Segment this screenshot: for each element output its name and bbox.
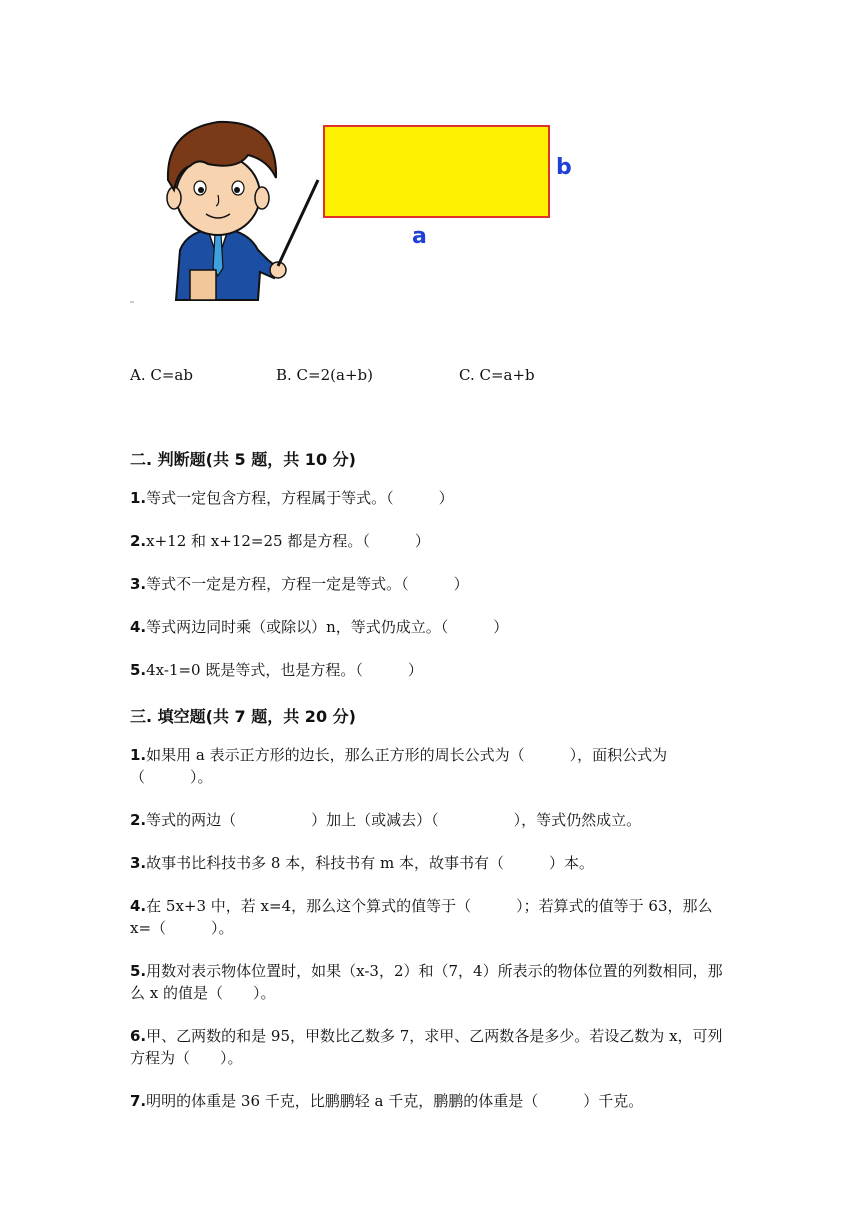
section-title-fill-blank: 三. 填空题(共 7 题，共 20 分) xyxy=(130,707,356,726)
teacher-cartoon-illustration xyxy=(128,100,588,310)
question-number: 4. xyxy=(130,618,147,636)
fill-blank-question xyxy=(130,852,730,874)
question-text: 等式不一定是方程，方程一定是等式。（ ） xyxy=(146,575,469,593)
yellow-rectangle xyxy=(324,126,549,217)
question-text: 等式两边同时乘（或除以）n，等式仍成立。（ ） xyxy=(146,618,509,636)
question-text: 4x-1=0 既是等式，也是方程。（ ） xyxy=(146,661,423,679)
option-c: C. C=a+b xyxy=(459,366,535,384)
fill-blank-question xyxy=(130,809,730,831)
judgment-question xyxy=(130,487,730,509)
fill-blank-question xyxy=(130,744,730,788)
side-label-a: a xyxy=(412,224,427,249)
section-title-judgment: 二. 判断题(共 5 题，共 10 分) xyxy=(130,450,356,469)
question-number: 1. xyxy=(130,746,147,764)
question-number: 3. xyxy=(130,575,147,593)
question-number: 5. xyxy=(130,661,147,679)
question-number: 1. xyxy=(130,489,147,507)
question-number: 4. xyxy=(130,897,147,915)
rectangle-figure xyxy=(128,100,588,310)
judgment-question xyxy=(130,616,730,638)
fill-blank-question xyxy=(130,1090,730,1112)
fill-blank-question xyxy=(130,1025,730,1069)
question-text: 故事书比科技书多 8 本，科技书有 m 本，故事书有（ ）本。 xyxy=(146,854,594,872)
question-text: 如果用 a 表示正方形的边长，那么正方形的周长公式为（ ），面积公式为（ ）。 xyxy=(130,746,668,786)
question-text: 明明的体重是 36 千克，比鹏鹏轻 a 千克，鹏鹏的体重是（ ）千克。 xyxy=(146,1092,644,1110)
judgment-question xyxy=(130,659,730,681)
question-number: 2. xyxy=(130,811,147,829)
question-number: 3. xyxy=(130,854,147,872)
question-number: 2. xyxy=(130,532,147,550)
option-a: A. C=ab xyxy=(130,366,193,384)
question-text: 甲、乙两数的和是 95，甲数比乙数多 7，求甲、乙两数各是多少。若设乙数为 x，可列方程为（ ）。 xyxy=(130,1027,723,1067)
judgment-question xyxy=(130,573,730,595)
question-text: x+12 和 x+12=25 都是方程。（ ） xyxy=(146,532,430,550)
question-text: 用数对表示物体位置时，如果（x-3，2）和（7，4）所表示的物体位置的列数相同，那么 x 的值是（ ）。 xyxy=(130,962,723,1002)
side-label-b: b xyxy=(556,155,572,180)
question-text: 等式的两边（ ）加上（或减去）（ ），等式仍然成立。 xyxy=(146,811,642,829)
question-number: 5. xyxy=(130,962,147,980)
question-number: 6. xyxy=(130,1027,147,1045)
question-number: 7. xyxy=(130,1092,147,1110)
question-text: 等式一定包含方程，方程属于等式。（ ） xyxy=(146,489,454,507)
option-b: B. C=2(a+b) xyxy=(276,366,373,384)
question-text: 在 5x+3 中，若 x=4，那么这个算式的值等于（ ）；若算式的值等于 63，那么 x=（ ）。 xyxy=(130,897,713,937)
fill-blank-question xyxy=(130,960,730,1004)
fill-blank-question xyxy=(130,895,730,939)
judgment-question xyxy=(130,530,730,552)
